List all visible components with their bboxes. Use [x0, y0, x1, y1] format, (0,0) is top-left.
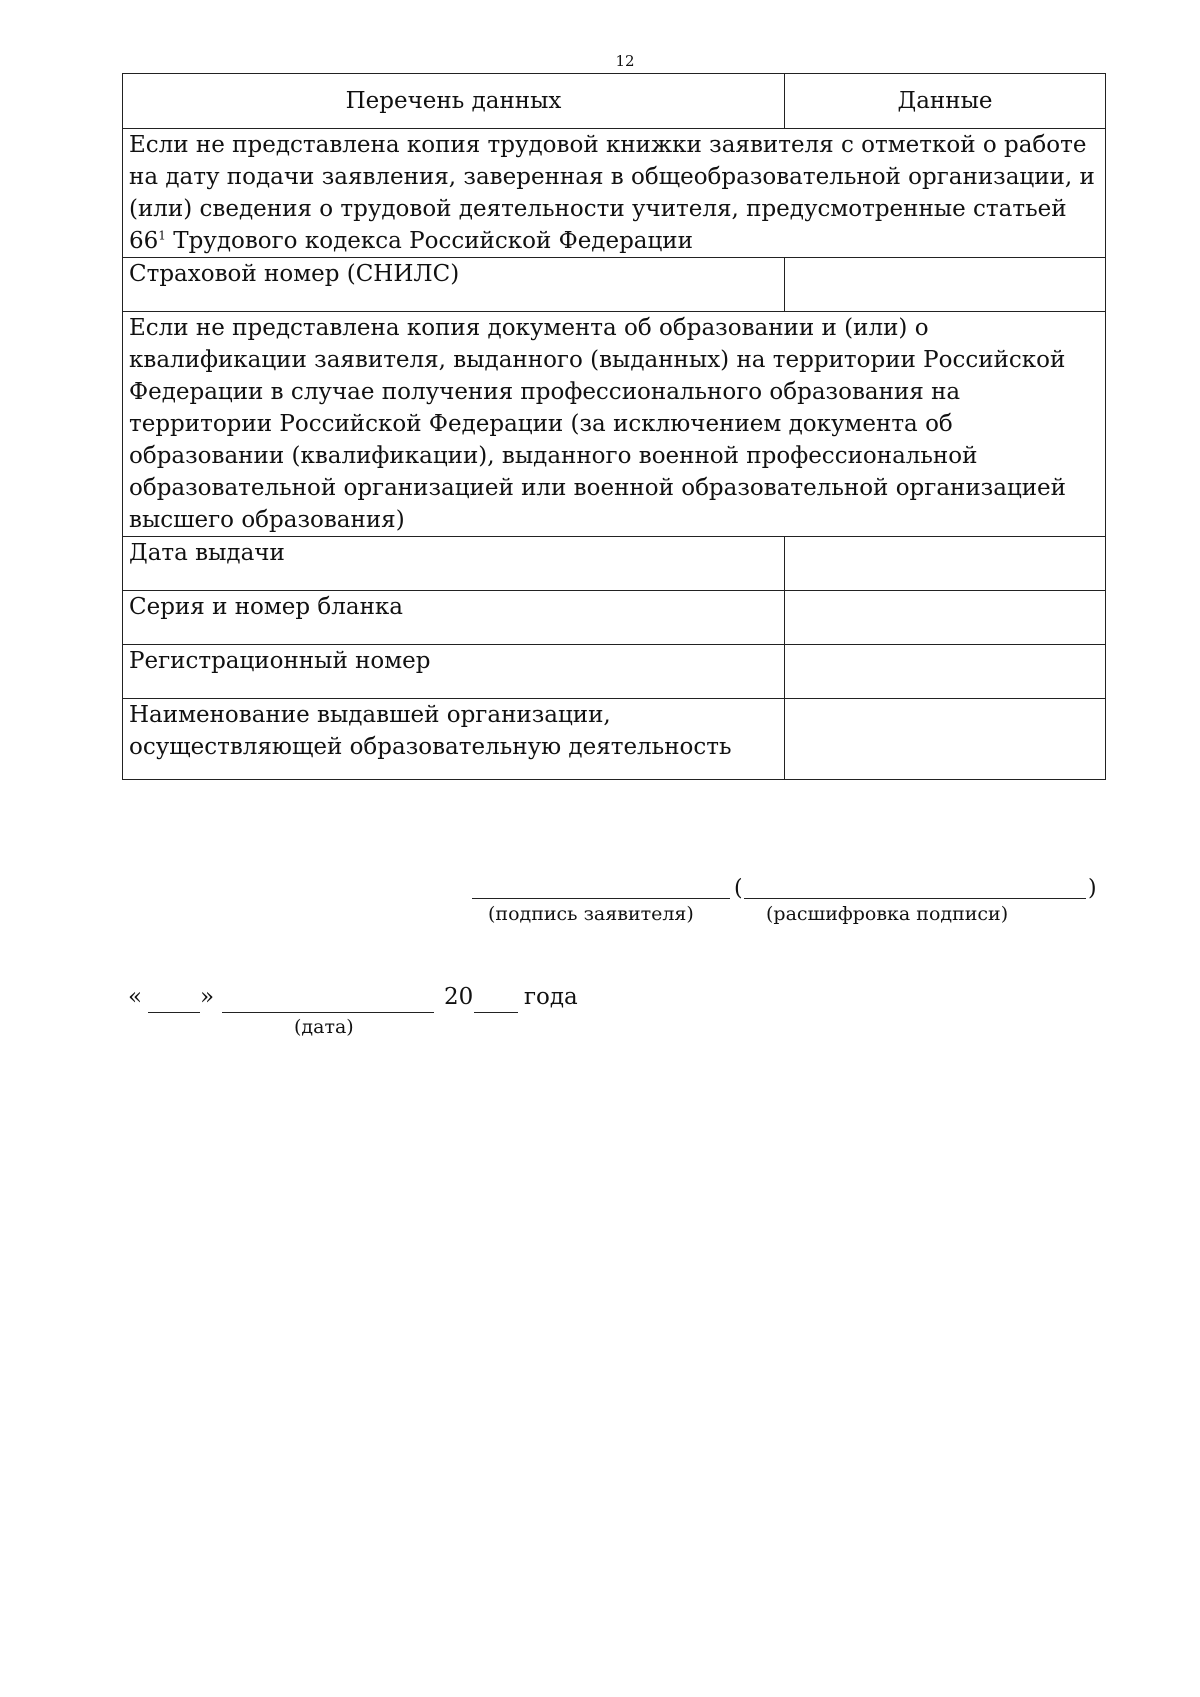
article-superscript: 1 — [158, 228, 166, 243]
section-employment-text — [123, 129, 1106, 258]
section-education-row — [123, 312, 1106, 537]
header-list-of-data: Перечень данных — [123, 74, 785, 129]
snils-label: Страховой номер (СНИЛС) — [123, 258, 785, 312]
table-row — [123, 537, 1106, 591]
section-employment-tail: Трудового кодекса Российской Федерации — [165, 228, 693, 254]
applicant-signature-caption: (подпись заявителя) — [488, 903, 694, 925]
page-number: 12 — [615, 52, 635, 70]
signature-decode-caption: (расшифровка подписи) — [766, 903, 1009, 925]
section-employment-main: Если не представлена копия трудовой книжки заявителя с отметкой о работе на дату подачи заявления, заверенная в общеобразовательной организации, и (или) сведения о трудовой деятельности учителя, предусмотренные статьей 66 — [129, 132, 1095, 254]
section-education-text: Если не представлена копия документа об образовании и (или) о квалификации заявителя, выданного (выданных) на территории Российской Федерации в случае получения профессионального образования на территории Российской Федерации (за исключением документа об образовании (квалификации), выданного военной профессиональной образовательной организацией или военной образовательной организацией высшего образования) — [123, 312, 1106, 537]
snils-value-cell[interactable] — [785, 258, 1106, 312]
year-suffix: года — [524, 984, 578, 1010]
registration-number-label: Регистрационный номер — [123, 645, 785, 699]
date-close-quote: » — [200, 984, 215, 1010]
table-header-row — [123, 74, 1106, 129]
header-data: Данные — [785, 74, 1106, 129]
month-line[interactable] — [222, 1012, 434, 1013]
form-series-number-label: Серия и номер бланка — [123, 591, 785, 645]
issue-date-label: Дата выдачи — [123, 537, 785, 591]
year-line[interactable] — [474, 1012, 518, 1013]
table-row — [123, 591, 1106, 645]
section-employment-row — [123, 129, 1106, 258]
signature-decode-line[interactable] — [744, 898, 1086, 899]
registration-number-value-cell[interactable] — [785, 645, 1106, 699]
date-caption: (дата) — [294, 1016, 354, 1038]
year-prefix: 20 — [444, 984, 474, 1010]
applicant-signature-line[interactable] — [472, 898, 730, 899]
form-series-number-value-cell[interactable] — [785, 591, 1106, 645]
issuing-organization-label: Наименование выдавшей организации, осуществляющей образовательную деятельность — [123, 699, 785, 780]
table-row — [123, 645, 1106, 699]
day-line[interactable] — [148, 1012, 200, 1013]
decode-close-paren: ) — [1088, 876, 1097, 901]
decode-open-paren: ( — [734, 876, 743, 901]
issuing-organization-value-cell[interactable] — [785, 699, 1106, 780]
table-row — [123, 699, 1106, 780]
data-table — [122, 73, 1106, 780]
table-row — [123, 258, 1106, 312]
issue-date-value-cell[interactable] — [785, 537, 1106, 591]
date-open-quote: « — [128, 984, 143, 1010]
